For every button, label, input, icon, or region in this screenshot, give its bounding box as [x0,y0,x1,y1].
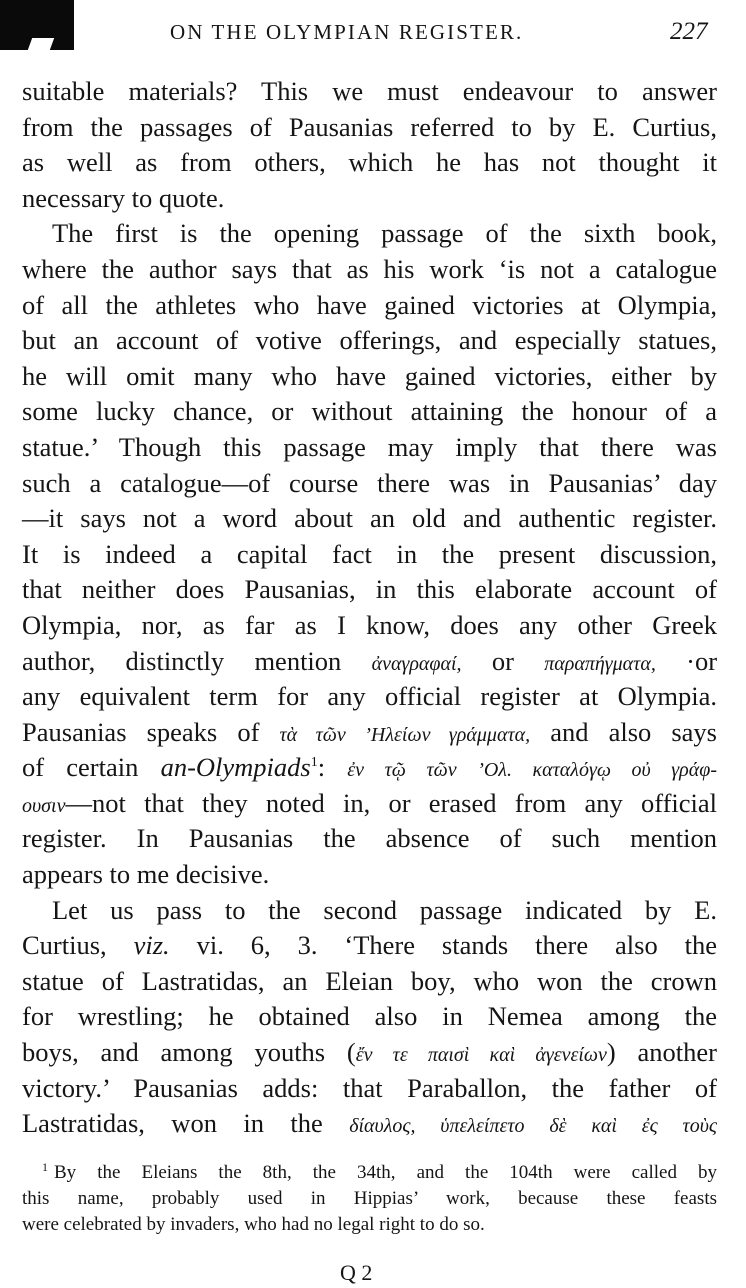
greek-term: παραπήγματα, [544,652,656,675]
signature-mark: Q 2 [340,1260,373,1285]
text-line: suitable materials? This we must endeavour to answer [22,76,717,106]
text-line [22,928,717,964]
greek-quote: ἔν τε παισὶ καὶ ἀγενείων [355,1044,607,1067]
footnote-marker: 1 [42,1159,48,1174]
text-fragment: and also says [550,716,717,747]
text-line: for wrestling; he obtained also in Nemea among the [22,1001,717,1032]
italic-term: viz. [133,930,170,961]
footnote-reference: 1 [310,755,318,771]
text-fragment: —not that they noted in, or erased from any official [65,787,717,818]
text-line: from the passages of Pausanias referred to by E. Curtius, [22,111,717,142]
text-line [22,1035,717,1071]
footnote [22,1160,717,1238]
text-line: It is indeed a capital fact in the present discussion, [22,538,717,569]
text-line [22,786,717,822]
text-fragment: ) another [606,1037,717,1068]
text-line: that neither does Pausanias, in this elaborate account of [22,574,717,605]
text-fragment: Curtius, [22,930,107,961]
greek-quote: δίαυλος, ὑπελείπετο δὲ καὶ ἐς τοὺς [349,1115,718,1138]
text-line: statue.’ Though this passage may imply that there was [22,431,717,462]
text-fragment: Lastratidas, won in the [22,1108,323,1139]
paragraph-start-line: Let us pass to the second passage indicated by E. [52,894,717,925]
text-fragment: of certain [22,752,139,783]
text-fragment: boys, and among youths ( [22,1037,356,1068]
text-line [22,715,717,751]
paragraph-start-line: The first is the opening passage of the sixth book, [52,218,717,249]
text-line [22,644,717,680]
greek-term: τὰ τῶν ’Ηλείων γράμματα, [279,723,531,746]
running-head-title: ON THE OLYMPIAN REGISTER. [170,20,524,44]
text-line: any equivalent term for any official register at Olympia. [22,681,717,712]
greek-quote: ουσιν [22,794,66,817]
text-line: such a catalogue—of course there was in Pausanias’ day [22,467,717,498]
text-line: Olympia, nor, as far as I know, does any other Greek [22,609,717,640]
text-line: as well as from others, which he has not thought it [22,147,717,178]
greek-term: ἀναγραφαί, [371,652,462,675]
text-line: of all the athletes who have gained victories at Olympia, [22,289,717,320]
text-line: victory.’ Pausanias adds: that Paraballon, the father of [22,1072,717,1103]
footnote-line: this name, probably used in Hippias’ work, because these feasts [22,1188,717,1209]
text-fragment: or [491,645,514,676]
text-line: where the author says that as his work ‘is not a catalogue [22,253,717,284]
text-fragment: : [317,752,326,783]
text-line: statue of Lastratidas, an Eleian boy, who won the crown [22,965,717,996]
text-line [22,750,717,786]
text-line: register. In Pausanias the absence of such mention [22,823,717,854]
text-line: he will omit many who have gained victories, either by [22,360,717,391]
italic-term: an-Olympiads [160,752,311,783]
footnote-text: By the Eleians the 8th, the 34th, and the 104th were called by [54,1162,717,1183]
greek-quote: ἐν τῷ τῶν ’Ολ. καταλόγῳ οὐ γράφ- [347,759,717,782]
running-head [0,18,746,48]
text-line: appears to me decisive. [22,859,270,890]
text-fragment: author, distinctly mention [22,645,342,676]
main-text [22,74,717,1142]
text-line: —it says not a word about an old and authentic register. [22,503,717,534]
footnote-line: were celebrated by invaders, who had no legal right to do so. [22,1214,485,1235]
text-line: some lucky chance, or without attaining the honour of a [22,396,717,427]
text-fragment: vi. 6, 3. ‘There stands there also the [196,930,718,961]
text-fragment: ·or [686,645,718,676]
text-line: but an account of votive offerings, and especially statues, [22,325,717,356]
page-number: 227 [670,18,708,45]
footnote-line [22,1160,717,1186]
text-line: necessary to quote. [22,182,225,213]
text-fragment: Pausanias speaks of [22,716,260,747]
text-line [22,1106,717,1142]
